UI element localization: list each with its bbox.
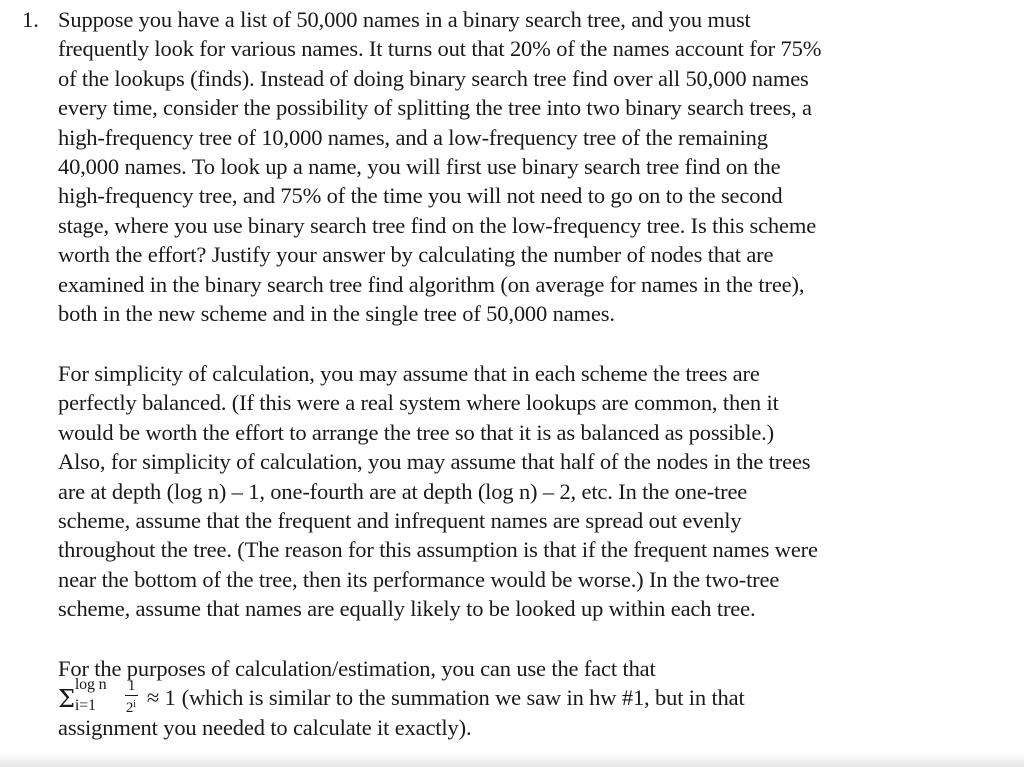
text-line: For the purposes of calculation/estimation, you can use the fact that [58,656,656,681]
text-line: near the bottom of the tree, then its performance would be worse.) In the two-tree [58,566,780,592]
text-line: scheme, assume that the frequent and infrequent names are spread out evenly [58,508,742,534]
text-line: For simplicity of calculation, you may assume that in each scheme the trees are [58,361,760,386]
summation-lower-limit: i=1 [74,697,96,715]
text-line: worth the effort? Justify your answer by calculating the number of nodes that are [58,242,774,268]
question-number: 1. [22,7,39,32]
text-line: Suppose you have a list of 50,000 names in a binary search tree, and you must [58,7,751,32]
summation-upper-limit: log n [74,676,107,694]
approx-result: ≈ 1 [146,685,176,711]
text-line: would be worth the effort to arrange the tree so that it is as balanced as possible.) [58,419,774,445]
text-line: every time, consider the possibility of splitting the tree into two binary search trees, a [58,95,812,121]
text-line: Also, for simplicity of calculation, you may assume that half of the nodes in the trees [58,449,811,475]
text-line: assignment you needed to calculate it exactly). [58,714,472,740]
text-fragment: (which is similar to the summation we saw in hw #1, but in that [181,685,745,711]
text-line: high-frequency tree, and 75% of the time you will not need to go on to the second [58,183,783,209]
fraction-bar [125,695,138,696]
summation-formula [58,676,182,717]
text-line: 40,000 names. To look up a name, you will first use binary search tree find on the [58,154,781,180]
hint-paragraph [58,654,988,742]
text-line: scheme, assume that names are equally likely to be looked up within each tree. [58,596,756,622]
fraction-denominator: 2$^i$ [125,699,136,717]
text-line: frequently look for various names. It turns out that 20% of the names account for 75% [58,36,822,62]
problem-statement-paragraph [58,5,988,328]
text-line: of the lookups (finds). Instead of doing binary search tree find over all 50,000 names [58,65,809,91]
text-line: examined in the binary search tree find algorithm (on average for names in the tree), [58,271,805,297]
fraction [123,678,141,717]
text-line: throughout the tree. (The reason for this assumption is that if the frequent names were [58,537,818,563]
text-line: both in the new scheme and in the single tree of 50,000 names. [58,301,615,327]
text-line: perfectly balanced. (If this were a real system where lookups are common, then it [58,390,779,416]
sigma-symbol: Σ [58,685,75,714]
text-line: are at depth (log n) – 1, one-fourth are at depth (log n) – 2, etc. In the one-tree [58,478,748,504]
formula-line [58,676,988,717]
text-line: high-frequency tree of 10,000 names, and a low-frequency tree of the remaining [58,124,768,150]
fraction-exponent: i [133,699,136,711]
page-bottom-shadow [0,753,1024,767]
summation-limits [74,676,119,715]
assumptions-paragraph [58,359,988,624]
fraction-numerator: 1 [127,678,136,695]
text-line: stage, where you use binary search tree find on the low-frequency tree. Is this scheme [58,212,817,238]
